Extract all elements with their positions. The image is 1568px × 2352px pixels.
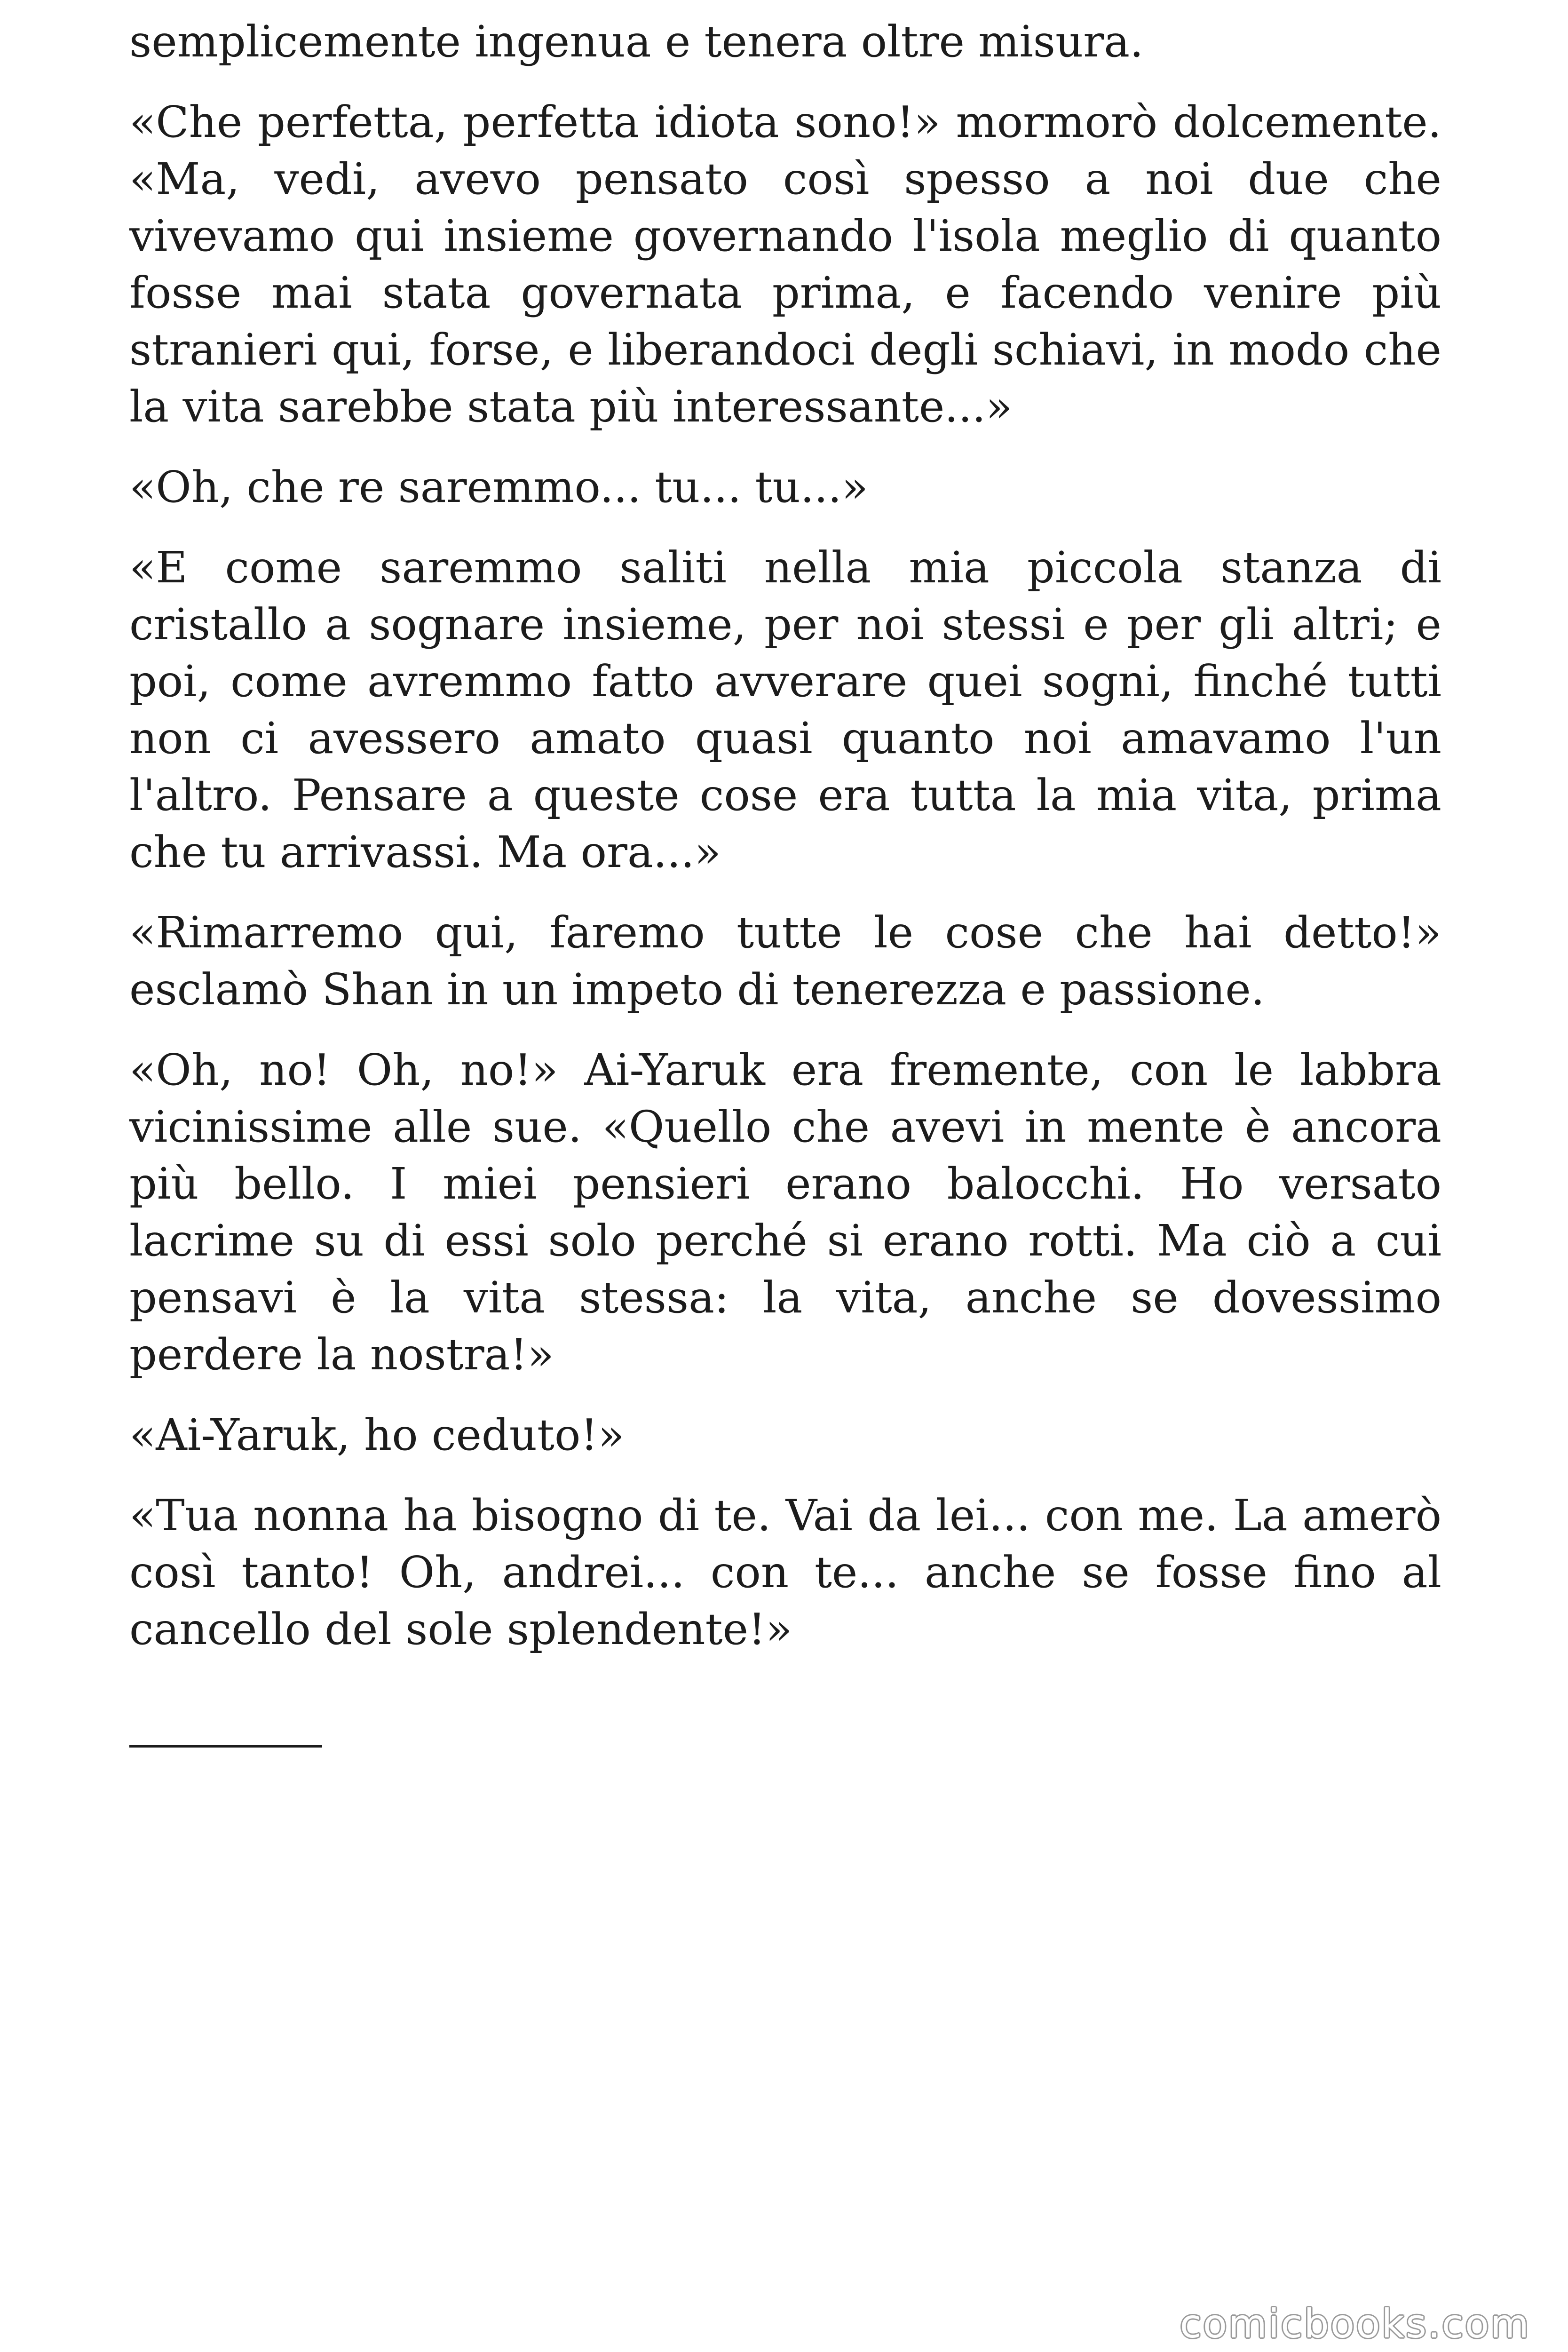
paragraph-5: «Rimarremo qui, faremo tutte le cose che hai detto!» esclamò Shan in un impeto di tenerezza e passione. xyxy=(129,907,1441,1015)
paragraph-4: «E come saremmo saliti nella mia piccola stanza di cristallo a sognare insieme, per noi stessi e per gli altri; e poi, come avremmo fatto avverare quei sogni, finché tutti non ci avessero amato quasi quanto noi amavamo l'un l'altro. Pensare a queste cose era tutta la mia vita, prima che tu arrivassi. Ma ora...» xyxy=(129,542,1441,877)
paragraph-8: «Tua nonna ha bisogno di te. Vai da lei... con me. La amerò così tanto! Oh, andrei... con te... anche se fosse fino al cancello del sole splendente!» xyxy=(129,1490,1441,1654)
watermark: comicbooks.com xyxy=(1180,2301,1530,2347)
paragraph-3: «Oh, che re saremmo... tu... tu...» xyxy=(129,462,868,512)
footnote-separator-rule xyxy=(129,1745,322,1748)
paragraph-1: semplicemente ingenua e tenera oltre misura. xyxy=(129,16,1144,67)
paragraph-6: «Oh, no! Oh, no!» Ai-Yaruk era fremente, con le labbra vicinissime alle sue. «Quello che avevi in mente è ancora più bello. I miei pensieri erano balocchi. Ho versato lacrime su di essi solo perché si erano rotti. Ma ciò a cui pensavi è la vita stessa: la vita, anche se dovessimo perdere la nostra!» xyxy=(129,1045,1441,1380)
paragraph-7: «Ai-Yaruk, ho ceduto!» xyxy=(129,1410,625,1460)
text-column xyxy=(129,13,1441,1681)
paragraph-2: «Che perfetta, perfetta idiota sono!» mormorò dolcemente. «Ma, vedi, avevo pensato così spesso a noi due che vivevamo qui insieme governando l'isola meglio di quanto fosse mai stata governata prima, e facendo venire più stranieri qui, forse, e liberandoci degli schiavi, in modo che la vita sarebbe stata più interessante...» xyxy=(129,97,1441,432)
